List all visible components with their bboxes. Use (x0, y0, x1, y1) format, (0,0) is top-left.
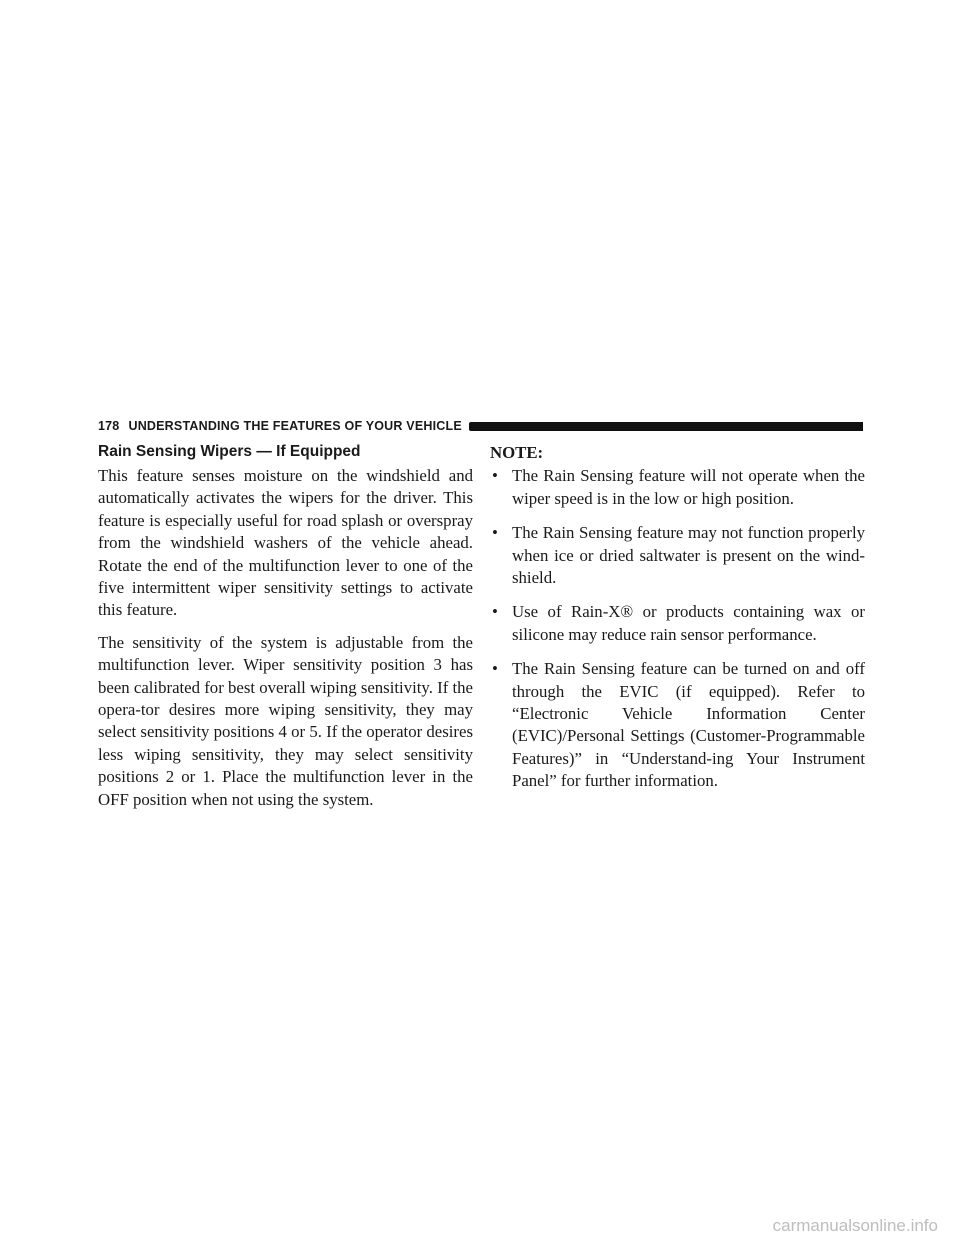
paragraph: This feature senses moisture on the windshield and automatically activates the wipers for the driver. This feature is especially useful for road splash or overspray from the windshield washers of the vehicle ahead. Rotate the end of the multifunction lever to one of the five intermittent wiper sensitivity settings to activate this feature. (98, 466, 473, 620)
right-column (490, 442, 865, 805)
list-item-text: The Rain Sensing feature may not function properly when ice or dried saltwater is present on the wind-shield. (512, 523, 865, 588)
bullet-icon: • (492, 659, 498, 679)
watermark: carmanualsonline.info (772, 1216, 938, 1235)
bullet-icon: • (492, 523, 498, 543)
list-item (490, 465, 865, 510)
list-item-text: The Rain Sensing feature can be turned on and off through the EVIC (if equipped). Refer to “Electronic Vehicle Information Center (EVIC)/Personal Settings (Customer-Programmable Features)” in “Understand-ing Your Instrument Panel” for further information. (512, 659, 865, 791)
page-number: 178 (98, 419, 120, 433)
chapter-title: UNDERSTANDING THE FEATURES OF YOUR VEHICLE (128, 419, 462, 433)
left-column (98, 442, 473, 821)
note-list (490, 465, 865, 792)
list-item-text: Use of Rain-X® or products containing wax or silicone may reduce rain sensor performance. (512, 602, 865, 644)
section-heading: Rain Sensing Wipers — If Equipped (98, 443, 361, 460)
paragraph: The sensitivity of the system is adjustable from the multifunction lever. Wiper sensitivity position 3 has been calibrated for best overall wiping sensitivity. If the opera-tor desires more wiping sensitivity, they may select sensitivity positions 4 or 5. If the operator desires less wiping sensitivity, they may select sensitivity positions 2 or 1. Place the multifunction lever in the OFF position when not using the system. (98, 632, 473, 809)
list-item (490, 658, 865, 792)
bullet-icon: • (492, 602, 498, 622)
list-item (490, 601, 865, 646)
list-item-text: The Rain Sensing feature will not operate when the wiper speed is in the low or high position. (512, 466, 865, 508)
page-header (98, 418, 863, 434)
list-item (490, 522, 865, 589)
bullet-icon: • (492, 466, 498, 486)
note-label: NOTE: (490, 443, 544, 462)
header-rule (469, 422, 863, 431)
